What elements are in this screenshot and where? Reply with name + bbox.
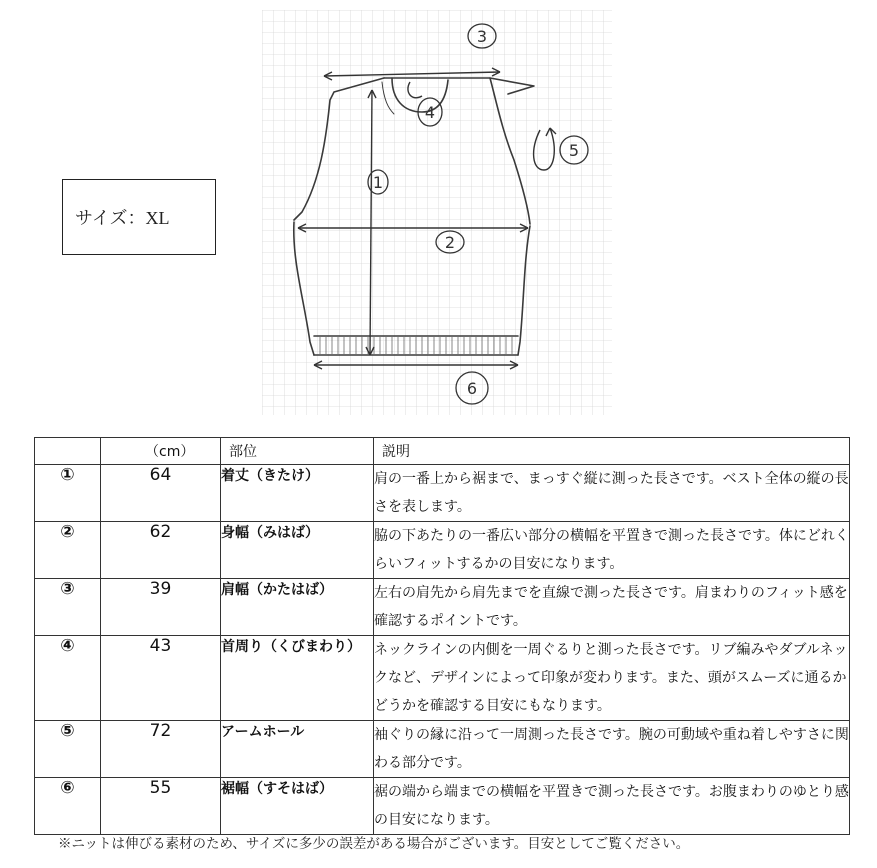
size-spec-table xyxy=(34,437,850,835)
row-description: ネックラインの内側を一周ぐるりと測った長さです。リブ編みやダブルネックなど、デザインによって印象が変わります。また、頭がスムーズに通るかどうかを確認する目安にもなります。 xyxy=(374,636,850,721)
header-description: 説明 xyxy=(374,438,850,465)
header-part: 部位 xyxy=(221,438,374,465)
footnote: ※ニットは伸びる素材のため、サイズに多少の誤差がある場合がございます。目安としてご覧ください。 xyxy=(58,836,690,852)
marker-1: 1 xyxy=(372,173,384,192)
marker-6: 6 xyxy=(466,379,478,398)
row-description: 袖ぐりの縁に沿って一周測った長さです。腕の可動域や重ね着しやすさに関わる部分です。 xyxy=(374,721,850,778)
table-row xyxy=(35,579,850,636)
row-number: ① xyxy=(35,465,101,522)
row-part: 首周り（くびまわり） xyxy=(221,636,374,721)
row-description: 左右の肩先から肩先までを直線で測った長さです。肩まわりのフィット感を確認するポイントです。 xyxy=(374,579,850,636)
row-number: ② xyxy=(35,522,101,579)
row-part: 裾幅（すそはば） xyxy=(221,778,374,835)
row-number: ⑤ xyxy=(35,721,101,778)
table-row xyxy=(35,721,850,778)
size-label-box xyxy=(62,179,216,255)
size-label: サイズ：XL xyxy=(75,208,170,228)
row-number: ③ xyxy=(35,579,101,636)
row-number: ④ xyxy=(35,636,101,721)
row-value: 43 xyxy=(101,636,221,721)
row-value: 39 xyxy=(101,579,221,636)
table-row xyxy=(35,636,850,721)
row-part: 着丈（きたけ） xyxy=(221,465,374,522)
row-value: 64 xyxy=(101,465,221,522)
header-cm: （cm） xyxy=(101,438,221,465)
row-value: 72 xyxy=(101,721,221,778)
marker-5: 5 xyxy=(568,141,580,160)
row-description: 裾の端から端までの横幅を平置きで測った長さです。お腹まわりのゆとり感の目安になります。 xyxy=(374,778,850,835)
table-row xyxy=(35,522,850,579)
row-description: 肩の一番上から裾まで、まっすぐ縦に測った長さです。ベスト全体の縦の長さを表します。 xyxy=(374,465,850,522)
marker-2: 2 xyxy=(444,233,456,252)
row-value: 55 xyxy=(101,778,221,835)
row-description: 脇の下あたりの一番広い部分の横幅を平置きで測った長さです。体にどれくらいフィットするかの目安になります。 xyxy=(374,522,850,579)
row-value: 62 xyxy=(101,522,221,579)
row-part: アームホール xyxy=(221,721,374,778)
row-number: ⑥ xyxy=(35,778,101,835)
row-part: 肩幅（かたはば） xyxy=(221,579,374,636)
header-no xyxy=(35,438,101,465)
row-part: 身幅（みはば） xyxy=(221,522,374,579)
vest-measurement-sketch xyxy=(262,10,612,415)
marker-3: 3 xyxy=(476,27,488,46)
table-row xyxy=(35,778,850,835)
table-header-row xyxy=(35,438,850,465)
marker-4: 4 xyxy=(424,103,436,122)
table-row xyxy=(35,465,850,522)
